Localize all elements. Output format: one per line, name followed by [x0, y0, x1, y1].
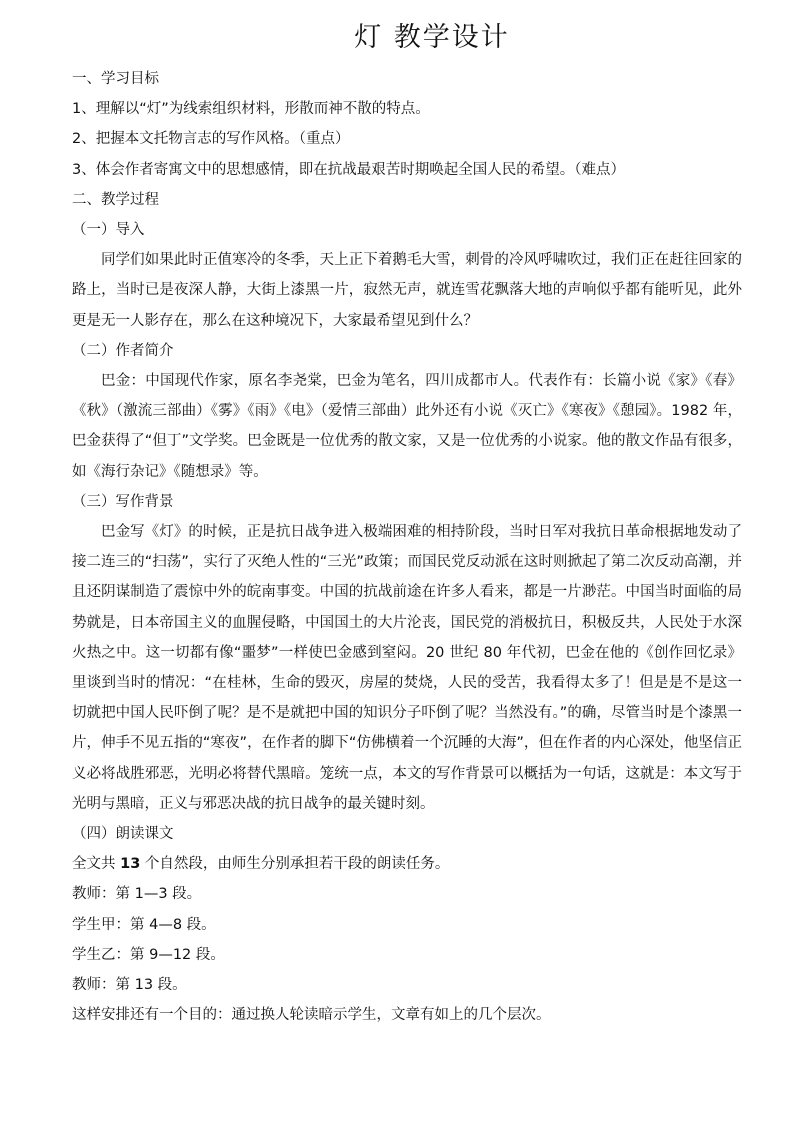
reading-assignment: 学生甲：第 4—8 段。 [72, 916, 216, 933]
background-paragraph: 巴金写《灯》的时候，正是抗日战争进入极端困难的相持阶段，当时日军对我抗日革命根据地发动了接二连三的“扫荡”，实行了灭绝人性的“三光”政策；而国民党反动派在这时则掀起了第二次反动高潮，并且还阴谋制造了震惊中外的皖南事变。中国的抗战前途在许多人看来，都是一片渺茫。中国当时面临的局势就是，日本帝国主义的血腥侵略，中国国土的大片沦丧，国民党的消极抗日，积极反共，人民处于水深火热之中。这一切都有像“噩梦”一样使巴金感到窒闷。20 世纪 80 年代初，巴金在他的《创作回忆录》里谈到当时的情况：“在桂林，生命的毁灭，房屋的焚烧，人民的受苦，我看得太多了！但是是不是这一切就把中国人民吓倒了呢？是不是就把中国的知识分子吓倒了呢？当然没有。”的确，尽管当时是个漆黑一片，伸手不见五指的“寒夜”，在作者的脚下“仿佛横着一个沉睡的大海”，但在作者的内心深处，他坚信正义必将战胜邪恶，光明必将替代黑暗。笼统一点，本文的写作背景可以概括为一句话，这就是：本文写于光明与黑暗，正义与邪恶决战的抗日战争的最关键时刻。 [72, 524, 742, 812]
objective-item: 2、把握本文托物言志的写作风格。（重点） [72, 131, 350, 148]
intro-paragraph: 同学们如果此时正值寒冷的冬季，天上正下着鹅毛大雪，刺骨的冷风呼啸吹过，我们正在赶往回家的路上，当时已是夜深人静，大街上漆黑一片，寂然无声，就连雪花飘落大地的声响似乎都有能听见，此外更是无一人影存在，那么在这种境况下，大家最希望见到什么？ [72, 252, 742, 329]
reading-summary [72, 849, 742, 879]
reading-assignment: 教师：第 13 段。 [72, 977, 187, 994]
section-heading-objectives: 一、学习目标 [72, 71, 159, 87]
subsection-heading-background: （三）写作背景 [72, 493, 174, 510]
author-paragraph: 巴金：中国现代作家，原名李尧棠，巴金为笔名，四川成都市人。代表作有：长篇小说《家》《春》《秋》（激流三部曲）《雾》《雨》《电》（爱情三部曲）此外还有小说《灭亡》《寒夜》《憩园》。1982 年，巴金获得了“但丁”文学奖。巴金既是一位优秀的散文家，又是一位优秀的小说家。他的散文作品有很多，如《海行杂记》《随想录》等。 [72, 373, 742, 480]
reading-closing: 这样安排还有一个目的：通过换人轮读暗示学生，文章有如上的几个层次。 [72, 1007, 551, 1024]
section-heading-process: 二、教学过程 [72, 191, 159, 208]
document-title: 灯 教学设计 [354, 22, 510, 53]
objective-item: 1、理解以“灯”为线索组织材料，形散而神不散的特点。 [72, 101, 430, 118]
document-page [72, 18, 742, 1031]
subsection-heading-author: （二）作者简介 [72, 342, 174, 359]
reading-summary-before: 全文共 [72, 856, 121, 873]
reading-assignment: 学生乙：第 9—12 段。 [72, 946, 225, 963]
subsection-heading-intro: （一）导入 [72, 222, 145, 239]
objective-item: 3、体会作者寄寓文中的思想感情，即在抗战最艰苦时期唤起全国人民的希望。（难点） [72, 161, 625, 178]
reading-summary-after: 个自然段，由师生分别承担若干段的朗读任务。 [140, 856, 450, 873]
paragraph-count: 13 [120, 856, 141, 873]
reading-assignment: 教师：第 1—3 段。 [72, 886, 202, 903]
subsection-heading-reading: （四）朗读课文 [72, 826, 174, 843]
